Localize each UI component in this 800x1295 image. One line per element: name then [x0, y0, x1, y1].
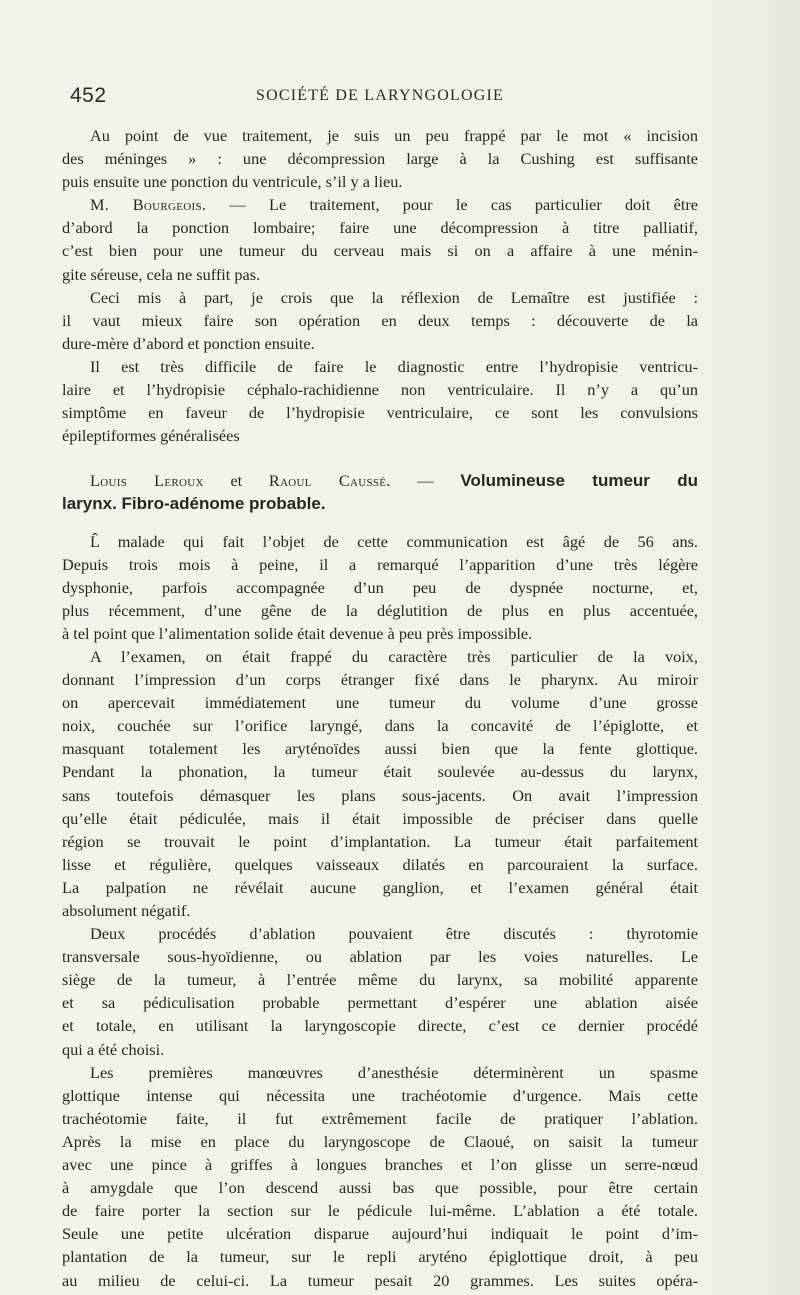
paragraph: [62, 286, 698, 355]
text-line: épileptiformes généralisées: [62, 426, 240, 446]
text-line: [62, 193, 698, 216]
text-line: on apercevait immédiatement une tumeur du volume d’une grosse: [62, 693, 698, 713]
text-line: région se trouvait le point d’implantation. La tumeur était parfaitement: [62, 831, 698, 851]
section-gap: [62, 516, 698, 530]
author-name: Louis Leroux: [90, 471, 204, 491]
text-line: masquant totalement les aryténoïdes aussi bien que la fente glottique.: [62, 739, 698, 759]
text-line: Deux procédés d’ablation pouvaient être discutés : thyrotomie: [90, 924, 698, 944]
text-line: Depuis trois mois à peine, il a remarqué l’apparition d’une très légère: [62, 554, 698, 574]
author-name: Raoul Caussé.: [268, 471, 391, 491]
text-fragment: et: [203, 471, 269, 491]
text-line: plantation de la tumeur, sur le repli aryténo épiglottique droit, à peu: [62, 1247, 698, 1267]
title-line: [62, 469, 698, 492]
page-header: [60, 84, 700, 112]
text-line: absolument négatif.: [62, 901, 191, 920]
text-line: Au point de vue traitement, je suis un peu frappé par le mot « incision: [90, 126, 698, 145]
text-line: Pendant la phonation, la tumeur était soulevée au-dessus du larynx,: [62, 762, 698, 782]
text-line: dure-mère d’abord et ponction ensuite.: [62, 333, 315, 353]
speaker-name: M. Bourgeois.: [90, 195, 207, 215]
text-line: siège de la tumeur, à l’entrée même du larynx, sa mobilité apparente: [62, 970, 698, 990]
text-line: de faire porter la section sur le pédicule lui-même. L’ablation a été totale.: [62, 1201, 698, 1221]
article-title: [62, 469, 698, 515]
text-line: laire et l’hydropisie céphalo-rachidienne non ventriculaire. Il n’y a qu’un: [62, 380, 698, 400]
text-line: Après la mise en place du laryngoscope de Claoué, on saisit la tumeur: [62, 1131, 698, 1151]
text-line: c’est bien pour une tumeur du cerveau mais si on a affaire à une ménin-: [62, 241, 698, 261]
text-line: d’abord la ponction lombaire; faire une décompression à titre palliatif,: [62, 218, 698, 238]
text-line: qu’elle était pédiculée, mais il était impossible de préciser dans quelle: [62, 808, 698, 828]
paragraph: [62, 193, 698, 285]
running-head: SOCIÉTÉ DE LARYNGOLOGIE: [255, 87, 505, 104]
text-line: plus récemment, d’une gêne de la déglutition de plus en plus accentuée,: [62, 600, 698, 620]
text-line: et sa pédiculisation probable permettant d’espérer une ablation aisée: [62, 993, 698, 1013]
text-line: qui a été choisi.: [62, 1039, 165, 1059]
text-line: gite séreuse, cela ne suffit pas.: [62, 264, 261, 284]
text-line: transversale sous-hyoïdienne, ou ablation par les voies naturelles. Le: [62, 947, 698, 967]
title-text: Volumineuse tumeur du: [460, 471, 699, 491]
text-line: L̂ malade qui fait l’objet de cette communication est âgé de 56 ans.: [90, 531, 698, 551]
text-line: Seule une petite ulcération disparue aujourd’hui indiquait le point d’im-: [62, 1224, 698, 1244]
text-line: noix, couchée sur l’orifice laryngé, dans la concavité de l’épiglotte, et: [62, 716, 698, 736]
text-line: La palpation ne révélait aucune ganglion, et l’examen général était: [62, 877, 698, 897]
text-line: puis ensuite une ponction du ventricule, s’il y a lieu.: [62, 172, 403, 192]
text-line: A l’examen, on était frappé du caractère très particulier de la voix,: [90, 646, 698, 666]
text-line: donnant l’impression d’un corps étranger fixé dans le pharynx. Au miroir: [62, 670, 698, 690]
title-line: [62, 492, 698, 515]
text-line: Les premières manœuvres d’anesthésie déterminèrent un spasme: [90, 1062, 698, 1082]
text-line: Il est très difficile de faire le diagnostic entre l’hydropisie ventricu-: [90, 356, 698, 376]
paragraph: [62, 530, 698, 645]
text-line: simptôme en faveur de l’hydropisie ventriculaire, ce sont les convulsions: [62, 403, 698, 423]
body-text: [62, 124, 698, 1292]
text-line: Ceci mis à part, je crois que la réflexion de Lemaître est justifiée :: [90, 287, 698, 307]
text-fragment: —: [390, 471, 461, 491]
paragraph: [62, 645, 698, 922]
section-gap: [62, 447, 698, 469]
text-line: dysphonie, parfois accompagnée d’un peu de dyspnée nocturne, et,: [62, 577, 698, 597]
text-line: et totale, en utilisant la laryngoscopie directe, c’est ce dernier procédé: [62, 1016, 698, 1036]
page-number: 452: [70, 84, 107, 107]
text-fragment: — Le traitement, pour le cas particulier doit être: [206, 195, 699, 215]
text-line: glottique intense qui nécessita une trachéotomie d’urgence. Mais cette: [62, 1085, 698, 1105]
text-line: sans toutefois démasquer les plans sous-jacents. On avait l’impression: [62, 785, 698, 805]
paragraph: [62, 355, 698, 447]
text-line: des méninges » : une décompression large à la Cushing est suffisante: [62, 149, 698, 169]
text-line: au milieu de celui-ci. La tumeur pesait 20 grammes. Les suites opéra-: [62, 1270, 698, 1290]
paragraph: [62, 124, 698, 193]
text-line: lisse et régulière, quelques vaisseaux dilatés en parcouraient la surface.: [62, 854, 698, 874]
paragraph: [62, 922, 698, 1061]
text-line: trachéotomie faite, il fut extrêmement facile de pratiquer l’ablation.: [62, 1108, 698, 1128]
text-line: avec une pince à griffes à longues branches et l’on glisse un serre-nœud: [62, 1155, 698, 1175]
text-line: il vaut mieux faire son opération en deux temps : découverte de la: [62, 310, 698, 330]
paragraph: [62, 1061, 698, 1292]
text-line: à tel point que l’alimentation solide était devenue à peu près impossible.: [62, 623, 533, 643]
title-text: larynx. Fibro-adénome probable.: [62, 494, 326, 514]
text-line: à amygdale que l’on descend aussi bas que possible, pour être certain: [62, 1178, 698, 1198]
